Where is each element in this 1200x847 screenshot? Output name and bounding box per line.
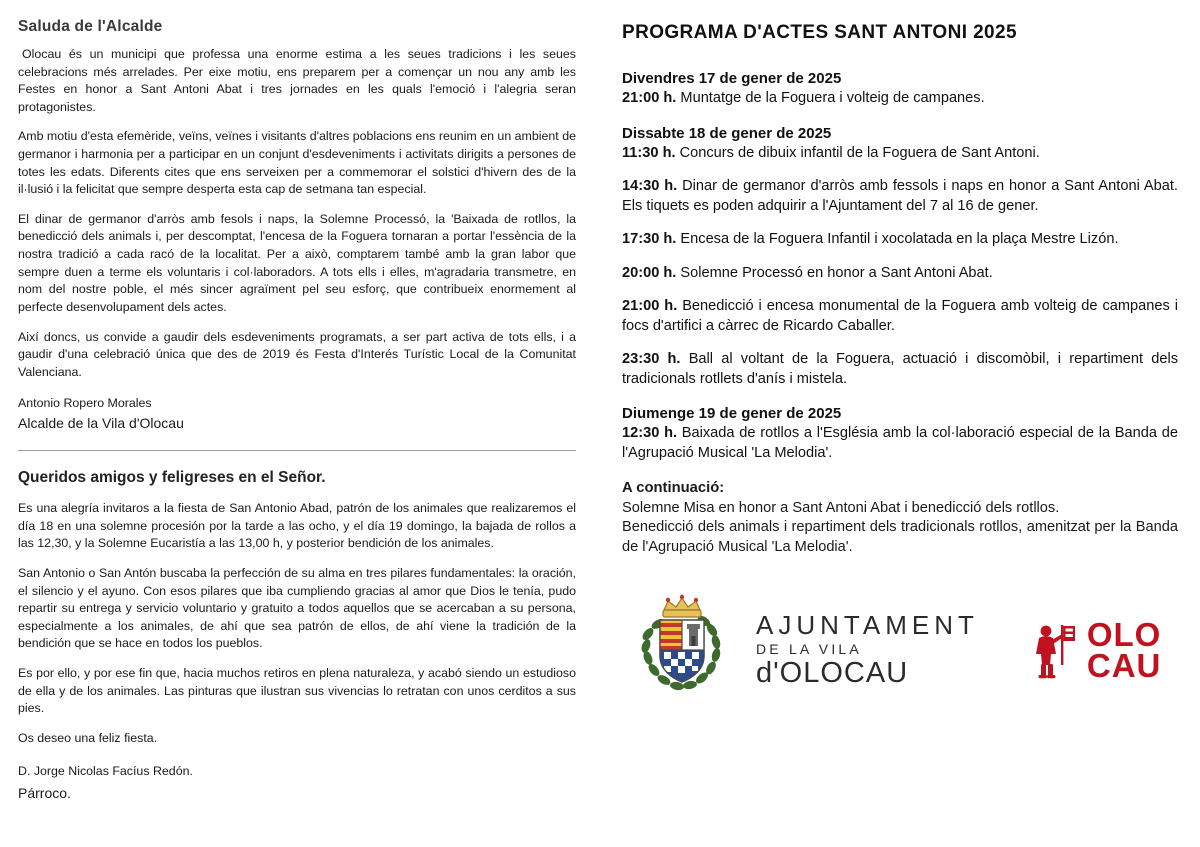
event-hour: 20:00 h.: [622, 264, 677, 281]
event-item: [622, 350, 1178, 389]
event-hour: 21:00 h.: [622, 90, 677, 106]
section-divider: [18, 450, 576, 451]
event-item: [622, 177, 1178, 216]
event-hour: 14:30 h.: [622, 178, 678, 195]
event-text: Ball al voltant de la Foguera, actuació i discomòbil, i repartiment dels tradicionals rotllets d'anís i mistela.: [622, 351, 1178, 387]
ajuntament-line-3: d'OLOCAU: [756, 657, 909, 690]
event-item: [622, 264, 1178, 284]
priest-paragraph-2: San Antonio o San Antón buscaba la perfección de su alma en tres pilares fundamentales: la oración, el silencio y el ayuno. Con esos pilares que iba cumpliendo gracias al amor que Dios le tenía, pudo repartir su entrega y servicio voluntario y gratuito a todos aquellos que se acercaban a su persona, especialmente a los animales, de ahí que sea patrón de ellos, de ahí viene la tradición de la bendición que se hace en todos los pueblos.: [18, 565, 576, 651]
saluda-paragraph-1: Olocau és un municipi que professa una enorme estima a les seues tradicions i les seues celebracions més arrelades. Per eixe motiu, ens preparem per a començar un nou any amb les Festes en honor a Sant Antoni Abat i tres jornades en les quals l'emoció i l'alegria seran protagonistes.: [18, 47, 576, 114]
ajuntament-wordmark: [756, 612, 979, 688]
event-hour: 17:30 h.: [622, 231, 677, 248]
priest-paragraph-3: Es por ello, y por ese fin que, hacia muchos retiros en plena naturaleza, y acabó siendo un estudioso de ella y de los animales. Las pinturas que ilustran sus vivencias lo retratan con unos cerditos a sus pies.: [18, 666, 576, 716]
right-column: [600, 0, 1200, 847]
ajuntament-line-1: AJUNTAMENT: [756, 610, 979, 641]
event-text: Encesa de la Foguera Infantil i xocolatada en la plaça Mestre Lizón.: [680, 231, 1119, 248]
day-block-saturday: [622, 125, 1178, 390]
continuation-line-1: Solemne Misa en honor a Sant Antoni Abat i benedicció dels rotllos.: [622, 499, 1060, 516]
saluda-paragraph-3: El dinar de germanor d'arròs amb fesols i naps, la Solemne Processó, la 'Baixada de rotllos, la benedicció dels animals i, per descomptat, l'encesa de la Foguera tornaran a portar l'essència de la nostra tradició a cada racó de la localitat. Per a això, comptarem també amb la gran labor que sempre duen a terme els voluntaris i col·laboradors. A tots ells i elles, m'agradaria transmetre, en nom del nostre poble, el més sincer agraïment pel seu esforç, que contribueix enormement al perfecte desenvolupament dels actes.: [18, 211, 576, 314]
event-item: [622, 230, 1178, 250]
priest-paragraph-4: Os deseo una feliz fiesta.: [18, 730, 158, 745]
mayor-signature-name: Antonio Ropero Morales: [18, 396, 152, 411]
saluda-paragraph-2: Amb motiu d'esta efemèride, veïns, veïnes i visitants d'altres poblacions ens reunim en un ambient de germanor i harmonia per a participar en un conjunt d'esdeveniments i activitats dirigits a persones de totes les edats. Diferents cites que ens serveixen per a commemorar el solstici d'hivern des de la il·lusió i la felicitat que sempre desperta esta cap de setmana tan especial.: [18, 129, 576, 197]
olocau-logo: [1031, 615, 1162, 685]
olocau-word-line-2: CAU: [1086, 647, 1162, 685]
logo-row: [622, 594, 1178, 706]
event-text: Concurs de dibuix infantil de la Foguera de Sant Antoni.: [679, 144, 1040, 161]
day-heading: Diumenge 19 de gener de 2025: [622, 405, 842, 423]
day-block-friday: [622, 70, 1178, 109]
priest-signature: [18, 763, 576, 803]
event-item: [622, 89, 1178, 109]
ajuntament-line-2: DE LA VILA: [756, 641, 862, 658]
continuation-heading: A continuació:: [622, 479, 725, 496]
day-heading: Dissabte 18 de gener de 2025: [622, 124, 832, 142]
olocau-wordmark: [1086, 615, 1162, 685]
event-item: [622, 297, 1178, 336]
priest-signature-name: D. Jorge Nicolas Facíus Redón.: [18, 764, 193, 779]
priest-paragraph-1: Es una alegría invitaros a la fiesta de San Antonio Abad, patrón de los animales que realizaremos el día 18 en una solemne procesión por la tarde a las ocho, y el día 19 domingo, la bajada de rollos a las 12,30, y la Solemne Eucaristía a las 13,00 h, y posterior bendición de los animales.: [18, 501, 576, 551]
olocau-word-line-1: OLO: [1086, 615, 1162, 653]
priest-greeting-title: Queridos amigos y feligreses en el Señor.: [18, 469, 326, 487]
mayor-signature-role: Alcalde de la Vila d'Olocau: [18, 414, 184, 431]
event-text: Solemne Processó en honor a Sant Antoni Abat.: [680, 264, 993, 281]
program-title: PROGRAMA D'ACTES SANT ANTONI 2025: [622, 22, 1017, 43]
day-heading: Divendres 17 de gener de 2025: [622, 70, 842, 87]
saluda-paragraph-4: Així doncs, us convide a gaudir dels esdeveniments programats, a ser part activa de tots ells, i a gaudir d'una celebració única que des de 2019 és Festa d'Interés Turístic Local de la Comunitat Valenciana.: [18, 329, 576, 379]
event-text: Muntatge de la Foguera i volteig de campanes.: [680, 90, 985, 106]
event-hour: 21:00 h.: [622, 298, 678, 315]
priest-signature-role: Párroco.: [18, 785, 71, 802]
moorish-figure-icon: [1031, 621, 1077, 679]
event-text: Baixada de rotllos a l'Església amb la col·laboració especial de la Banda de l'Agrupació Musical 'La Melodia'.: [622, 425, 1178, 462]
event-item: [622, 424, 1178, 463]
event-text: Dinar de germanor d'arròs amb fessols i naps en honor a Sant Antoni Abat. Els tiquets es poden adquirir a l'Ajuntament del 7 al 16 de gener.: [622, 178, 1178, 214]
event-hour: 23:30 h.: [622, 351, 681, 368]
event-hour: 12:30 h.: [622, 425, 678, 442]
event-item: [622, 144, 1178, 164]
saluda-title: Saluda de l'Alcalde: [18, 18, 163, 35]
coat-of-arms-icon: [634, 594, 730, 706]
event-text: Benedicció i encesa monumental de la Foguera amb volteig de campanes i focs d'artifici a càrrec de Ricardo Caballer.: [622, 298, 1178, 334]
continuation-line-2: Benedicció dels animals i repartiment dels tradicionals rotllos, amenitzat per la Banda de l'Agrupació Musical 'La Melodia'.: [622, 519, 1178, 556]
event-hour: 11:30 h.: [622, 144, 676, 161]
day-block-sunday: [622, 405, 1178, 463]
